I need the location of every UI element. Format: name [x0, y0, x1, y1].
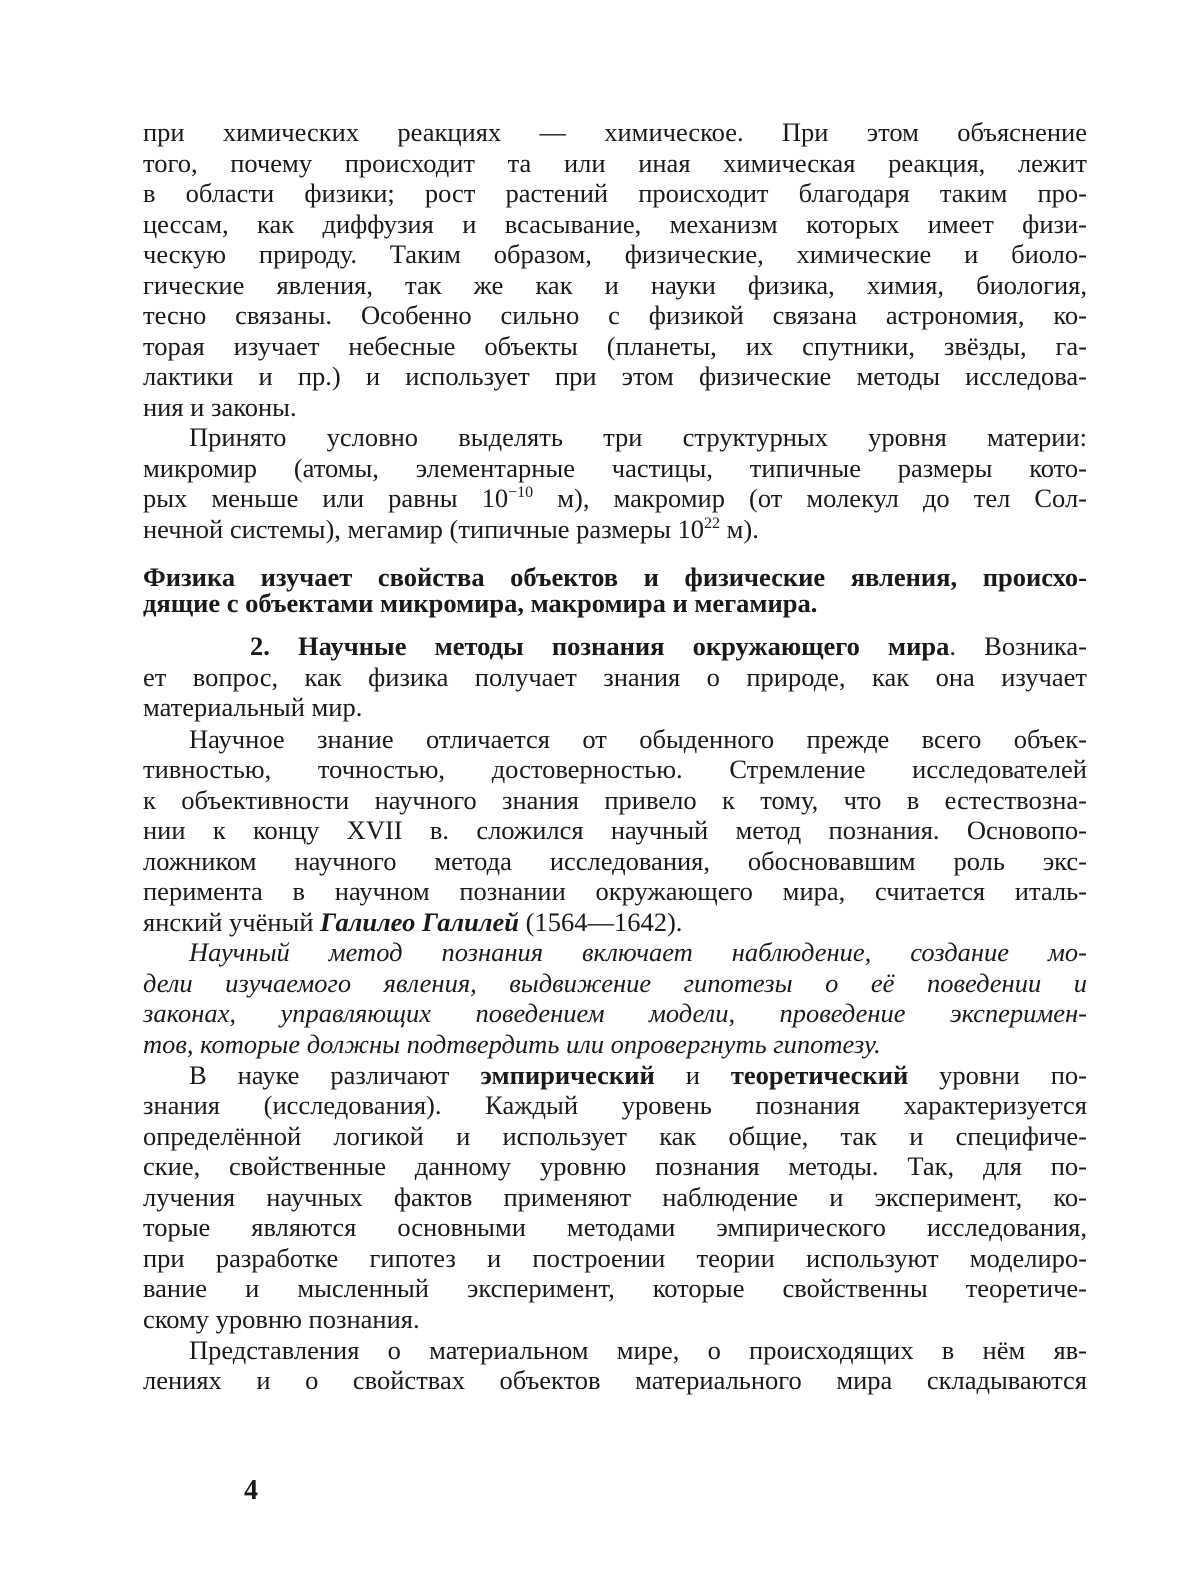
text-run: гические явления, так же как и науки физика, химия, биология, — [143, 270, 1087, 300]
text-run: ет вопрос, как физика получает знания о природе, как она изучает — [143, 662, 1087, 692]
text-run: м), макромир (от молекул до тел Сол- — [533, 483, 1088, 513]
text-line — [143, 692, 1087, 722]
text-line — [143, 117, 1087, 147]
text-line — [143, 785, 1087, 815]
text-line — [143, 1273, 1087, 1303]
text-run: янский учёный — [143, 907, 321, 937]
text-line — [189, 422, 1087, 452]
text-line — [143, 361, 1087, 391]
text-line — [143, 1243, 1087, 1273]
text-run: определённой логикой и использует как общие, так и специфиче- — [143, 1121, 1087, 1151]
text-run: лактики и пр.) и использует при этом физические методы исследова- — [143, 361, 1087, 391]
text-run: при химических реакциях — химическое. При этом объяснение — [143, 117, 1087, 147]
text-run: нии к концу XVII в. сложился научный метод познания. Основопо- — [143, 815, 1087, 845]
text-line — [143, 968, 1087, 998]
text-run: материальный мир. — [143, 692, 363, 722]
text-line — [250, 631, 1087, 661]
text-run: Представления о материальном мире, о происходящих в нём яв- — [189, 1335, 1087, 1365]
emphasis-run: дели изучаемого явления, выдвижение гипотезы о её поведении и — [143, 968, 1087, 998]
text-run: ские, свойственные данному уровню познания методы. Так, для по- — [143, 1151, 1087, 1181]
text-line — [143, 1212, 1087, 1242]
text-run: м). — [720, 514, 759, 544]
emphasis-run: Физика изучает свойства объектов и физические явления, происхо- — [143, 562, 1087, 592]
text-line — [143, 270, 1087, 300]
text-line — [143, 754, 1087, 784]
text-line — [189, 937, 1087, 967]
text-line — [143, 1121, 1087, 1151]
text-line — [143, 1090, 1087, 1120]
text-line — [143, 1182, 1087, 1212]
text-run: того, почему происходит та или иная химическая реакция, лежит — [143, 148, 1087, 178]
text-run: уровни по- — [908, 1060, 1087, 1090]
emphasis-run: Научный метод познания включает наблюдение, создание мо- — [189, 937, 1087, 967]
text-line — [143, 453, 1087, 483]
text-run: тивностью, точностью, достоверностью. Стремление исследователей — [143, 754, 1087, 784]
text-line — [143, 876, 1087, 906]
superscript: 22 — [704, 515, 721, 532]
text-line — [143, 998, 1087, 1028]
text-run: Принято условно выделять три структурных уровня материи: — [189, 422, 1087, 452]
text-line — [143, 392, 1087, 422]
text-line — [143, 907, 1087, 937]
text-line — [143, 514, 1087, 544]
text-run: Научное знание отличается от обыденного прежде всего объек- — [189, 724, 1087, 754]
text-run: в области физики; рост растений происходит благодаря таким про- — [143, 178, 1087, 208]
text-line — [143, 846, 1087, 876]
text-run: вание и мысленный эксперимент, которые свойственны теоретиче- — [143, 1273, 1087, 1303]
superscript: −10 — [508, 484, 534, 501]
text-line — [143, 1304, 1087, 1334]
text-run: рых меньше или равны 10 — [143, 483, 509, 513]
text-line — [143, 815, 1087, 845]
text-run: ложником научного метода исследования, обосновавшим роль экс- — [143, 846, 1087, 876]
text-line — [143, 331, 1087, 361]
text-run: лучения научных фактов применяют наблюдение и эксперимент, ко- — [143, 1182, 1087, 1212]
text-line — [143, 300, 1087, 330]
emphasis-run: дящие с объектами микромира, макромира и мегамира. — [143, 588, 818, 618]
text-run: ния и законы. — [143, 392, 297, 422]
text-line — [143, 209, 1087, 239]
text-run: лениях и о свойствах объектов материального мира складываются — [143, 1365, 1087, 1395]
emphasis-run: законах, управляющих поведением модели, проведение эксперимен- — [143, 998, 1087, 1028]
page-number: 4 — [244, 1475, 258, 1506]
text-run: цессам, как диффузия и всасывание, механизм которых имеет физи- — [143, 209, 1087, 239]
text-run: нечной системы), мегамир (типичные размеры 10 — [143, 514, 705, 544]
text-run: знания (исследования). Каждый уровень познания характеризуется — [143, 1090, 1087, 1120]
text-run: перимента в научном познании окружающего мира, считается италь- — [143, 876, 1087, 906]
text-run: (1564—1642). — [519, 907, 683, 937]
text-run: к объективности научного знания привело к тому, что в естествозна- — [143, 785, 1087, 815]
text-line — [143, 588, 1087, 618]
emphasis-run: теоретический — [730, 1060, 909, 1090]
text-run: ческую природу. Таким образом, физические, химические и биоло- — [143, 239, 1087, 269]
text-line — [143, 1365, 1087, 1395]
text-line — [143, 239, 1087, 269]
text-run: торая изучает небесные объекты (планеты, их спутники, звёзды, га- — [143, 331, 1087, 361]
text-run: тесно связаны. Особенно сильно с физикой связана астрономия, ко- — [143, 300, 1087, 330]
text-line — [143, 1151, 1087, 1181]
text-line — [143, 662, 1087, 692]
text-run: микромир (атомы, элементарные частицы, типичные размеры кото- — [143, 453, 1087, 483]
emphasis-run: 2. Научные методы познания окружающего мира — [250, 631, 950, 661]
text-run: и — [654, 1060, 731, 1090]
text-line — [189, 1060, 1087, 1090]
text-line — [143, 1029, 1087, 1059]
text-run: торые являются основными методами эмпирического исследования, — [143, 1212, 1087, 1242]
text-run: . Возника- — [949, 631, 1087, 661]
text-line — [189, 1335, 1087, 1365]
emphasis-run: тов, которые должны подтвердить или опровергнуть гипотезу. — [143, 1029, 881, 1059]
text-line — [189, 724, 1087, 754]
text-run: В науке различают — [189, 1060, 481, 1090]
text-run: скому уровню познания. — [143, 1304, 420, 1334]
emphasis-run: эмпирический — [480, 1060, 655, 1090]
emphasis-run: Галилео Галилей — [320, 907, 519, 937]
text-run: при разработке гипотез и построении теории используют моделиро- — [143, 1243, 1087, 1273]
text-line — [143, 483, 1087, 513]
text-line — [143, 178, 1087, 208]
text-line — [143, 148, 1087, 178]
